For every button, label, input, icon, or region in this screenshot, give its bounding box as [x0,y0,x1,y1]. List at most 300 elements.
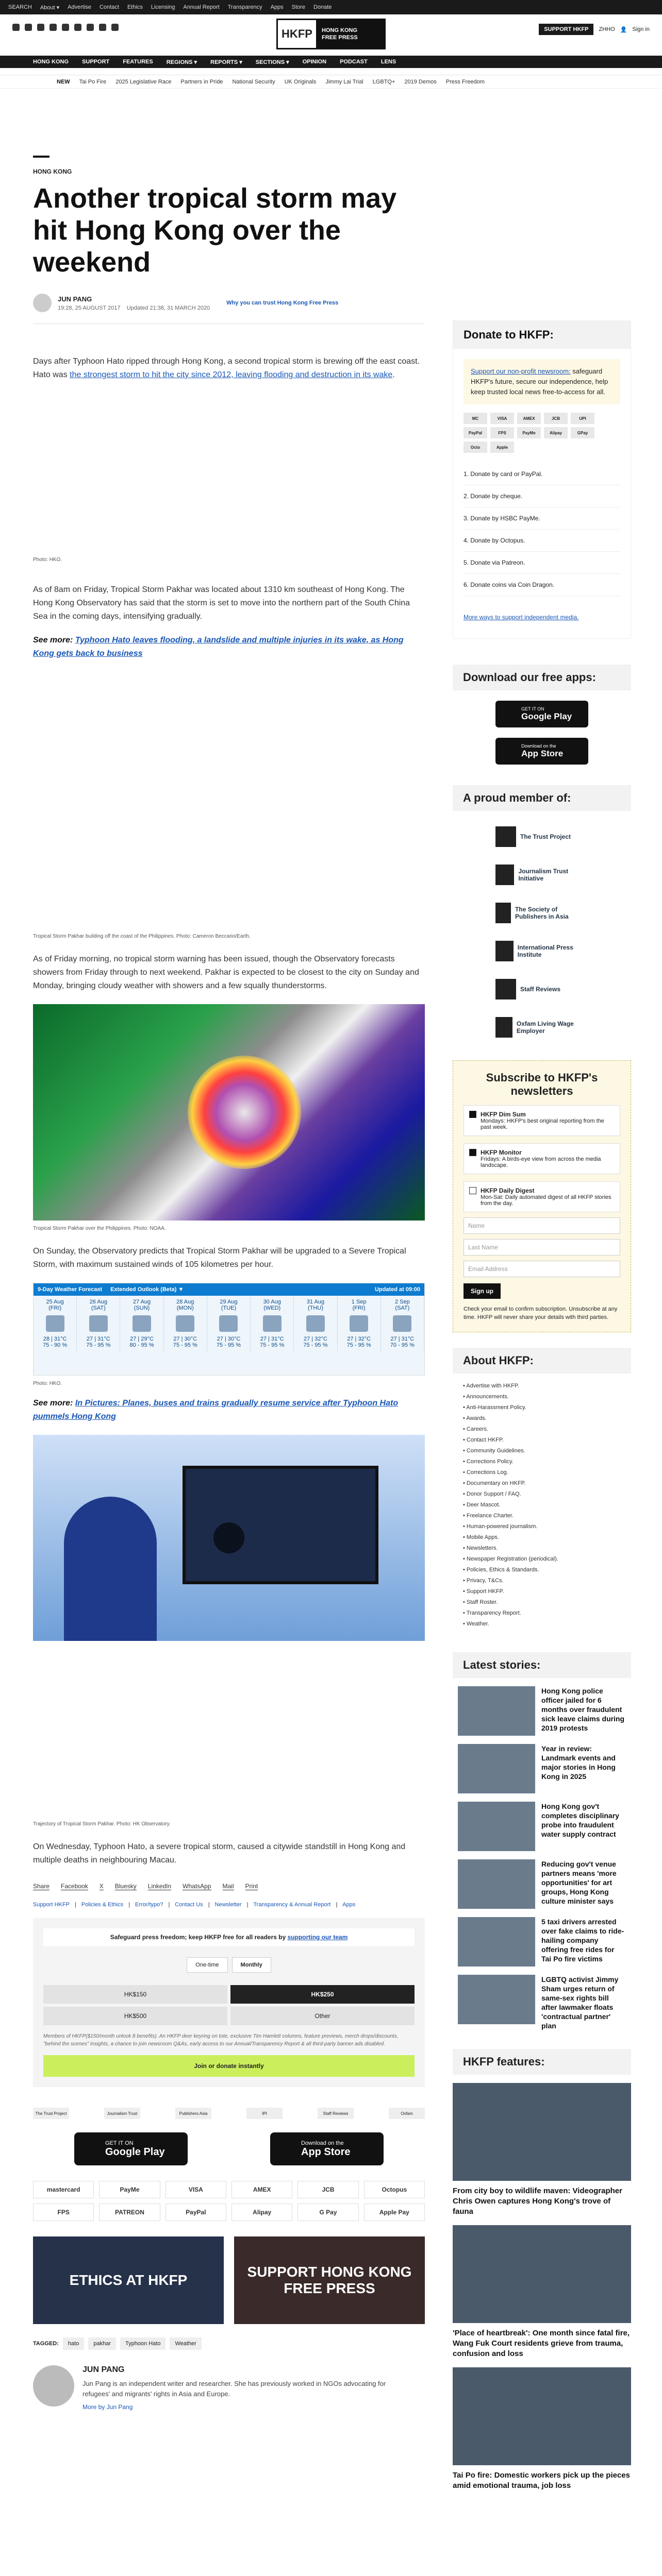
pakhar-earth-image [33,660,425,928]
story-thumbnail[interactable] [458,1686,535,1736]
member-logo[interactable] [495,901,588,925]
tag[interactable]: hato [63,2337,84,2350]
topbar-licensing[interactable]: Licensing [151,4,175,10]
donate-step[interactable]: 5. Donate via Patreon. [464,552,620,574]
member-logo-icon [495,865,514,885]
badge-name: App Store [521,749,564,758]
member-badge[interactable]: Staff Reviews [318,2108,354,2119]
payment-logo: Alipay [231,2204,292,2221]
author-avatar[interactable] [33,294,52,312]
nav-support[interactable]: SUPPORT [82,59,110,65]
policy-link[interactable]: Contact Us [175,1902,203,1908]
x-icon[interactable] [25,24,32,31]
support-hkfp-button[interactable]: SUPPORT HKFP [539,24,593,35]
forecast-day [338,1296,381,1351]
topbar-transparency[interactable]: Transparency [227,4,262,10]
feature-title[interactable]: Tai Po fire: Domestic workers pick up the pieces amid emotional trauma, job loss [453,2471,630,2490]
article-column [33,89,425,2411]
story-thumbnail[interactable] [458,1975,535,2024]
forecast-temp: 27 | 32°C [304,1336,327,1342]
forecast-humidity: 75 - 95 % [173,1342,197,1348]
trending-item[interactable]: LGBTQ+ [372,78,395,85]
latest-stories [453,1686,631,2030]
feature-title[interactable]: 'Place of heartbreak': One month since fatal fire, Wang Fuk Court residents grieve from trauma, confusion and loss [453,2329,630,2358]
video-caption: Trajectory of Tropical Storm Pakhar. Photo: HK Observatory. [33,1821,171,1827]
facebook-icon[interactable] [12,24,20,31]
about-link[interactable]: • Privacy, T&Cs. [463,1578,504,1584]
newsletter-option[interactable] [464,1181,620,1212]
story-thumbnail[interactable] [458,1802,535,1851]
donate-step[interactable]: 4. Donate by Octopus. [464,530,620,552]
linkedin-icon[interactable] [74,24,81,31]
forecast-day [381,1296,424,1351]
about-link[interactable]: • Anti-Harassment Policy. [463,1404,526,1411]
member-logo-icon [495,979,516,999]
tag[interactable]: Weather [170,2337,201,2350]
newsletter-name-input[interactable]: Name [464,1217,620,1234]
paragraph-1 [33,355,425,382]
forecast-temp: 27 | 32°C [347,1336,371,1342]
satellite-image [33,1004,425,1221]
forecast-temp: 27 | 31°C [260,1336,284,1342]
author-box [33,2365,425,2411]
social-icons [12,24,119,31]
support-promo[interactable]: SUPPORT HONG KONG FREE PRESS [234,2236,425,2324]
badge-top: Download on the [521,743,556,749]
store-top-text: GET IT ON [105,2140,134,2146]
about-link[interactable]: • Policies, Ethics & Standards. [463,1567,539,1573]
weather-forecast-image [33,1283,425,1376]
member-logo-text: Journalism Trust Initiative [518,868,569,882]
nav-regions[interactable]: REGIONS ▾ [166,59,197,65]
card-logo: PayMe [517,427,541,438]
hko-image [33,382,425,552]
member-logo-text: The Trust Project [520,833,571,840]
forecast-date: 27 Aug [133,1299,151,1305]
member-logos [453,824,631,1040]
share-whatsapp[interactable]: WhatsApp [183,1883,211,1890]
paragraph-1-end: . [392,370,395,379]
member-logo-icon [495,941,514,961]
payment-logo: Octopus [364,2181,425,2198]
header-actions [539,24,650,35]
forecast-date: 2 Sep [394,1299,410,1305]
nav-reports[interactable]: REPORTS ▾ [210,59,242,65]
play-icon[interactable] [213,1522,244,1553]
about-link[interactable]: • Corrections Log. [463,1469,508,1476]
member-badge[interactable]: Publishers Asia [175,2108,211,2119]
share-bluesky[interactable]: Bluesky [114,1883,137,1890]
about-list [453,1374,631,1637]
forecast-temp: 27 | 30°C [173,1336,197,1342]
features-title: HKFP features: [453,2049,631,2075]
story-thumbnail[interactable] [458,1859,535,1909]
store-name: Google Play [105,2146,165,2158]
about-link[interactable]: • Newsletters. [463,1545,498,1551]
latest-story[interactable] [453,1917,631,1967]
donate-widget-text [464,359,620,404]
weather-cloud-icon [219,1315,238,1332]
share-linkedin[interactable]: LinkedIn [147,1883,172,1890]
forecast-day [207,1296,251,1351]
member-logo-text: The Society of Publishers in Asia [515,906,569,920]
trust-badges [33,2108,425,2119]
share-row [33,1883,425,1890]
forecast-date: 26 Aug [89,1299,107,1305]
user-icon[interactable]: 👤 [620,26,627,33]
frequency-tabs [43,1957,415,1973]
forecast-header [34,1283,424,1296]
store-buttons [33,2132,425,2165]
card-logo: UPI [571,413,594,424]
hato-strongest-link[interactable]: the strongest storm to hit the city since 2012, leaving flooding and destruction in its wake [70,370,393,379]
threads-icon[interactable] [49,24,57,31]
see-more-label: See more: [33,1399,73,1408]
see-more-link[interactable]: Typhoon Hato leaves flooding, a landslide and multiple injuries in its wake, as Hong Kong gets back to business [33,636,404,658]
tab-monthly[interactable]: Monthly [232,1957,271,1973]
photo-caption-2: Tropical Storm Pakhar building off the coast of the Philippines. Photo: Cameron Beccario/Earth. [33,934,251,939]
trust-link[interactable]: Why you can trust Hong Kong Free Press [226,300,339,306]
newsletter-option-desc: Mondays: HKFP's best original reporting from the past week. [481,1118,604,1130]
signin-link[interactable]: Sign in [632,26,650,32]
forecast-humidity: 80 - 95 % [129,1342,154,1348]
about-link[interactable]: • Weather. [463,1621,489,1627]
forecast-dow: (TUE) [221,1305,237,1311]
donate-step[interactable]: 1. Donate by card or PayPal. [464,463,620,485]
topbar-search[interactable]: SEARCH [8,4,32,10]
latest-story[interactable] [453,1859,631,1909]
member-badge[interactable]: Journalism Trust [104,2108,140,2119]
newsletter-option-desc: Mon-Sat: Daily automated digest of all HKFP stories from the day. [481,1194,611,1207]
member-logo-icon [495,1017,512,1038]
see-more-2 [33,1397,425,1423]
latest-story[interactable] [453,1686,631,1736]
feature-image[interactable] [453,2083,631,2181]
weather-cloud-icon [89,1315,108,1332]
feature-image[interactable] [453,2367,631,2465]
latest-story[interactable] [453,1802,631,1851]
member-logo[interactable] [495,977,588,1002]
donate-step[interactable]: 6. Donate coins via Coin Dragon. [464,574,620,596]
nav-sections[interactable]: SECTIONS ▾ [255,59,289,65]
newsletter-note: Check your email to confirm subscription. Unsubscribe at any time. HKFP will never share your details with third parties. [464,1306,618,1320]
newsletter-signup-button[interactable]: Sign up [464,1283,501,1299]
promo-banners [33,2236,425,2324]
topbar-ethics[interactable]: Ethics [127,4,143,10]
trending-new-label: NEW [57,78,70,85]
newsletter-box [453,1060,631,1332]
policy-links-row [33,1902,425,1908]
newsletter-option-name: HKFP Daily Digest [481,1187,535,1194]
checkbox-icon[interactable] [469,1187,476,1194]
checkbox-icon[interactable] [469,1111,476,1118]
join-donate-button[interactable]: Join or donate instantly [43,2055,415,2077]
policy-link[interactable]: Support HKFP [33,1902,70,1908]
about-link[interactable]: • Contact HKFP. [463,1437,504,1443]
feature-title[interactable]: From city boy to wildlife maven: Videographer Chris Owen captures Hong Kong's trove of fauna [453,2187,622,2216]
forecast-humidity: 75 - 95 % [260,1342,285,1348]
supporting-team-link[interactable]: supporting our team [287,1934,348,1941]
article-section[interactable]: HONG KONG [33,168,72,175]
story-thumbnail[interactable] [458,1744,535,1793]
bluesky-icon[interactable] [62,24,69,31]
about-link[interactable]: • Awards. [463,1415,487,1421]
story-title[interactable]: LGBTQ activist Jimmy Sham urges return of same-sex rights bill after lawmaker floats 'contractual partner' plan [541,1975,619,2030]
story-title[interactable]: 5 taxi drivers arrested over fake claims to ride-hailing company offering free rides for Tai Po fire victims [541,1918,624,1963]
nav-podcast[interactable]: PODCAST [340,59,368,65]
forecast-humidity: 75 - 95 % [346,1342,371,1348]
forecast-date: 1 Sep [351,1299,367,1305]
about-link[interactable]: • Donor Support / FAQ. [463,1491,521,1497]
about-link[interactable]: • Community Guidelines. [463,1448,525,1454]
about-link[interactable]: • Human-powered journalism. [463,1523,538,1530]
forecast-day [120,1296,163,1351]
about-link[interactable]: • Freelance Charter. [463,1513,514,1519]
story-title[interactable]: Hong Kong police officer jailed for 6 months over fraudulent sick leave claims during 2019 protests [541,1687,625,1732]
weather-cloud-icon [393,1315,411,1332]
trending-item[interactable]: Tai Po Fire [79,78,107,85]
trending-item[interactable]: 2019 Demos [404,78,437,85]
newsletter-option[interactable] [464,1105,620,1136]
donate-box [33,1918,425,2087]
card-logo: FPS [490,427,514,438]
mail-icon[interactable] [99,24,106,31]
forecast-tab: Extended Outlook (Beta) ▼ [110,1286,184,1293]
payment-logo: JCB [297,2181,358,2198]
policy-link[interactable]: Transparency & Annual Report [253,1902,331,1908]
member-logo[interactable] [495,1015,588,1040]
payment-logo: PATREON [99,2204,160,2221]
photo-caption-4: Photo: HKO. [33,1381,62,1386]
about-link[interactable]: • Advertise with HKFP. [463,1383,519,1389]
amount-150[interactable]: HK$150 [43,1985,227,2004]
weather-cloud-icon [306,1315,325,1332]
payment-logo: mastercard [33,2181,94,2198]
logo-mark: HKFP [276,19,318,49]
site-logo[interactable] [276,19,386,49]
forecast-day [164,1296,207,1351]
card-logo: PayPal [464,427,487,438]
story-title[interactable]: Reducing gov't venue partners means 'more opportunities' for art groups, Hong Kong culture minister says [541,1860,617,1905]
forecast-humidity: 70 - 95 % [390,1342,415,1348]
topbar-advertise[interactable]: Advertise [68,4,92,10]
card-logo: GPay [571,427,594,438]
about-link[interactable]: • Staff Roster. [463,1599,498,1605]
policy-link[interactable]: Policies & Ethics [81,1902,124,1908]
instagram-icon[interactable] [37,24,44,31]
amount-other[interactable]: Other [230,2007,415,2025]
article-dates [58,305,210,311]
member-logo[interactable] [495,939,588,963]
more-by-author-link[interactable]: More by Jun Pang [82,2403,133,2411]
share-label: Share [33,1883,50,1890]
topbar-contact[interactable]: Contact [100,4,119,10]
forecast-date: 30 Aug [263,1299,281,1305]
forecast-dow: (SUN) [134,1305,150,1311]
see-more-link[interactable]: In Pictures: Planes, buses and trains gradually resume service after Typhoon Hato pummels Hong Kong [33,1399,399,1421]
story-title[interactable]: Year in review: Landmark events and major stories in Hong Kong in 2025 [541,1744,616,1781]
about-link[interactable]: • Transparency Report. [463,1610,521,1616]
separator: | [168,1902,170,1908]
forecast-dow: (MON) [176,1305,194,1311]
policy-link[interactable]: Error/typo? [135,1902,163,1908]
top-utility-bar [0,0,662,14]
photo-caption-1: Photo: HKO. [33,557,62,563]
app-store-button[interactable] [270,2132,384,2165]
member-badge[interactable]: IPI [246,2108,283,2119]
nav-opinion[interactable]: OPINION [302,59,327,65]
topbar-donate[interactable]: Donate [313,4,332,10]
site-header [0,14,662,75]
forecast-dow: (THU) [307,1305,323,1311]
story-title[interactable]: Hong Kong gov't completes disciplinary probe into fraudulent water supply contract [541,1802,619,1838]
trending-item[interactable]: UK Originals [284,78,317,85]
member-logo-icon [495,826,516,847]
newsletter-option[interactable] [464,1143,620,1174]
feature-story[interactable] [453,2367,631,2491]
forecast-day [294,1296,337,1351]
share-print[interactable]: Print [245,1883,258,1890]
forecast-days [34,1296,424,1351]
member-title: A proud member of: [453,785,631,811]
donate-widget-title: Donate to HKFP: [453,321,631,349]
payment-logo: PayMe [99,2181,160,2198]
trajectory-spacer [33,1641,425,1816]
tags-row [33,2337,425,2350]
share-mail[interactable]: Mail [222,1883,234,1890]
trending-bar [0,75,662,89]
share-x[interactable]: X [99,1883,104,1890]
logo-line-2: FREE PRESS [322,35,358,41]
support-newsroom-link[interactable]: Support our non-profit newsroom: [471,367,571,375]
separator: | [336,1902,338,1908]
feature-story[interactable] [453,2083,631,2217]
see-more-1 [33,634,425,660]
donate-step[interactable]: 2. Donate by cheque. [464,485,620,507]
latest-story[interactable] [453,1975,631,2030]
policy-link[interactable]: Newsletter [214,1902,242,1908]
card-logo: MC [464,413,487,424]
card-logos [464,413,620,453]
topbar-store[interactable]: Store [291,4,305,10]
forecast-dow: (WED) [263,1305,281,1311]
payment-logo: Apple Pay [364,2204,425,2221]
about-link[interactable]: • Careers. [463,1426,489,1432]
forecast-temp: 27 | 31°C [390,1336,415,1342]
author-box-bio: Jun Pang is an independent writer and researcher. She has previously worked in NGOs advocating for refugees' and migrants' rights in Asia and Europe. [82,2380,386,2398]
about-link[interactable]: • Newspaper Registration (periodical). [463,1556,558,1562]
trending-item[interactable]: Jimmy Lai Trial [325,78,363,85]
latest-story[interactable] [453,1744,631,1793]
topbar-about[interactable]: About ▾ [40,4,60,11]
about-link[interactable]: • Deer Mascot. [463,1502,501,1508]
author-box-avatar[interactable] [33,2365,74,2406]
trajectory-video[interactable] [33,1435,425,1641]
storm-swirl [188,1056,301,1169]
rss-icon[interactable] [111,24,119,31]
forecast-date: 28 Aug [176,1299,194,1305]
feature-story[interactable] [453,2225,631,2359]
share-facebook[interactable]: Facebook [61,1883,88,1890]
sidebar-google-play[interactable] [495,701,588,727]
newsletter-lastname-input[interactable]: Last Name [464,1239,620,1256]
forecast-date: 25 Aug [46,1299,64,1305]
member-logo[interactable] [495,862,588,887]
weather-cloud-icon [46,1315,64,1332]
member-logo-icon [495,903,511,923]
article-title: Another tropical storm may hit Hong Kong over the weekend [33,183,397,278]
about-link[interactable]: • Announcements. [463,1394,509,1400]
forecast-temp: 28 | 31°C [43,1336,67,1342]
byline [33,294,425,312]
author-name[interactable]: JUN PANG [58,295,92,303]
nav-features[interactable]: FEATURES [123,59,153,65]
ethics-promo[interactable]: ETHICS AT HKFP [33,2236,224,2324]
amount-250[interactable]: HK$250 [230,1985,415,2004]
checkbox-icon[interactable] [469,1149,476,1156]
payment-logo: AMEX [231,2181,292,2198]
topbar-annual-report[interactable]: Annual Report [183,4,220,10]
nav-lens[interactable]: LENS [380,59,396,65]
about-link[interactable]: • Support HKFP. [463,1588,504,1595]
title-rule [33,156,49,158]
google-play-button[interactable] [74,2132,188,2165]
newsletter-option-name: HKFP Dim Sum [481,1111,526,1118]
paragraph-5: On Wednesday, Typhoon Hato, a severe tropical storm, caused a citywide standstill in Hong Kong and multiple deaths in neighbouring Macau. [33,1842,406,1865]
member-badge[interactable]: The Trust Project [33,2108,69,2119]
paragraph-1-text: Days after Typhoon Hato ripped through Hong Kong, a second tropical storm is brewing off the east coast. Hato was [33,357,420,379]
about-link[interactable]: • Corrections Policy. [463,1459,514,1465]
tag[interactable]: Typhoon Hato [120,2337,166,2350]
trending-item[interactable]: National Security [232,78,275,85]
about-link[interactable]: • Mobile Apps. [463,1534,499,1540]
policy-link[interactable]: Apps [342,1902,356,1908]
nav-hong-kong[interactable]: HONG KONG [33,59,69,65]
member-badge[interactable]: Oxfam [389,2108,425,2119]
tag[interactable]: pakhar [88,2337,116,2350]
card-logo: VISA [490,413,514,424]
newsletter-email-input[interactable]: Email Address [464,1261,620,1277]
trending-item[interactable]: Press Freedom [445,78,485,85]
card-logo: JCB [544,413,568,424]
logo-line-1: HONG KONG [322,27,358,33]
store-name: App Store [301,2146,351,2158]
sidebar [453,89,631,2491]
topbar-apps[interactable]: Apps [270,4,284,10]
author-box-name[interactable]: JUN PANG [82,2365,125,2374]
tab-one-time[interactable]: One-time [187,1957,227,1973]
card-logo: Alipay [544,427,568,438]
donate-step[interactable]: 3. Donate by HSBC PayMe. [464,507,620,530]
trending-item[interactable]: 2025 Legislative Race [115,78,172,85]
forecast-dow: (SAT) [395,1305,410,1311]
member-logo-text: International Press Institute [517,944,573,958]
newsletter-option-name: HKFP Monitor [481,1149,522,1156]
weather-cloud-icon [350,1315,368,1332]
youtube-icon[interactable] [87,24,94,31]
story-thumbnail[interactable] [458,1917,535,1967]
more-ways-link[interactable]: More ways to support independent media. [464,614,579,621]
trending-item[interactable]: Partners in Pride [180,78,223,85]
publish-date: 19:28, 25 AUGUST 2017 [58,304,121,311]
member-logo[interactable] [495,824,588,849]
member-logo-text: Oxfam Living Wage Employer [516,1020,574,1035]
language-switch[interactable]: ZHHO [599,26,615,32]
sidebar-app-store[interactable] [495,738,588,765]
feature-image[interactable] [453,2225,631,2323]
about-link[interactable]: • Documentary on HKFP. [463,1480,526,1486]
amount-500[interactable]: HK$500 [43,2007,227,2025]
